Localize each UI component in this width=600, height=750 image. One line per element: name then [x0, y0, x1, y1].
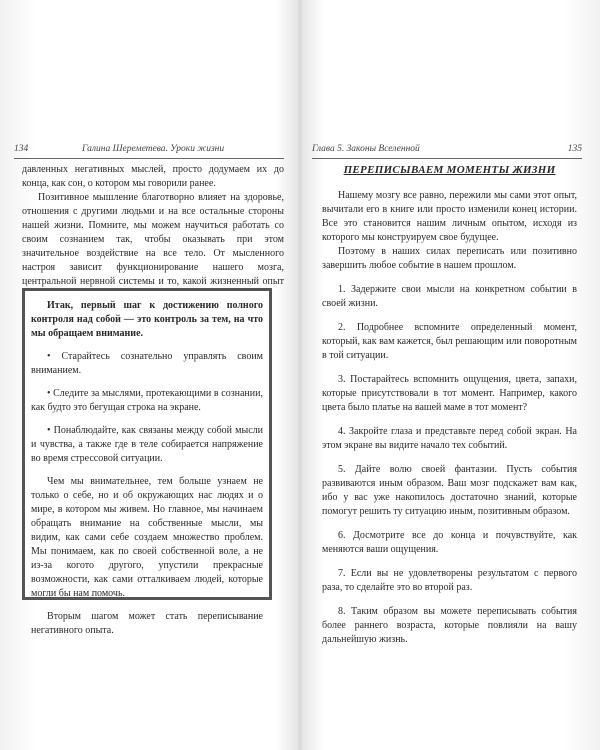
step-item: 5. Дайте волю своей фантазии. Пусть события развиваются иным образом. Ваш мозг подскажет вам как, ибо у вас уже накопилось достаточно знаний, которые помогут решить ту ситуацию иным, позитивным образом.	[322, 464, 577, 517]
box-bullet: • Старайтесь сознательно управлять своим вниманием.	[31, 351, 263, 376]
right-column-text	[322, 163, 577, 657]
step-item: 7. Если вы не удовлетворены результатом с первого раза, то сделайте это во второй раз.	[322, 568, 577, 593]
step-item: 3. Постарайтесь вспомнить ощущения, цвета, запахи, которые присутствовали в тот момент. Например, какого цвета было платье на вашей маме в тот момент?	[322, 374, 577, 413]
box-lead: Итак, первый шаг к достижению полного контроля над собой — это контроль за тем, на что мы обращаем внимание.	[31, 300, 263, 339]
step-item: 1. Задержите свои мысли на конкретном событии в своей жизни.	[322, 284, 577, 309]
right-intro-paragraph: Нашему мозгу все равно, пережили мы сами этот опыт, вычитали его в книге или просто изменили конец истории. Все это становится нашим личным опытом, исходя из которого мы конструируем свое будущее.	[322, 190, 577, 243]
right-intro-paragraph: Поэтому в наших силах переписать или позитивно завершить любое событие в нашем прошлом.	[322, 246, 577, 271]
left-page-number: 134	[14, 144, 29, 154]
step-item: 4. Закройте глаза и представьте перед собой экран. На этом экране вы видите начало тех событий.	[322, 426, 577, 451]
highlight-box	[22, 288, 272, 636]
box-paragraph: Чем мы внимательнее, тем больше узнаем не только о себе, но и об окружающих нас людях и о мире, в котором мы живем. Но главное, мы начинаем обращать внимание на собственные мысли, мы видим, как сами себе создаем множество проблем. Мы понимаем, как по своей собственной воле, а не из-за когото другого, упустили прекрасные возможности, как сами отталкиваем людей, которые могли бы нам помочь.	[31, 476, 263, 599]
left-running-title: Галина Шереметева. Уроки жизни	[82, 144, 225, 154]
step-item: 6. Досмотрите все до конца и почувствуйте, как меняются ваши ощущения.	[322, 530, 577, 555]
step-item: 8. Таким образом вы можете переписывать события более раннего возраста, которые повлияли на вашу дальнейшую жизнь.	[322, 606, 577, 645]
left-running-head	[14, 144, 284, 159]
left-paragraph: Позитивное мышление благотворно влияет на здоровье, отношения с другими людьми и на все остальные стороны нашей жизни. Помните, мы можем научиться работать со своим сознанием так, чтобы оказывать при этом значительное воздействие на все тело. От мысленного настроя зависит функционирование нашего мозга, центральной нервной системы и то, какой жизненный опыт	[22, 192, 284, 287]
right-page-number: 135	[567, 144, 582, 154]
box-paragraph: Вторым шагом может стать переписывание негативного опыта.	[31, 611, 263, 636]
box-bullet: • Понаблюдайте, как связаны между собой мысли и чувства, а также где в теле собирается напряжение во время стрессовой ситуации.	[31, 425, 263, 464]
right-running-title: Глава 5. Законы Вселенной	[312, 144, 420, 154]
left-intro-text	[22, 163, 284, 303]
right-running-head	[312, 144, 582, 159]
box-bullet: • Следите за мыслями, протекающими в сознании, как будто это бегущая строка на экране.	[31, 388, 263, 413]
step-item: 2. Подробнее вспомните определенный момент, который, как вам кажется, был решающим или поворотным в той ситуации.	[322, 322, 577, 361]
left-paragraph: давленных негативных мыслей, просто додумаем их до конца, как сон, о котором мы говорили ранее.	[22, 164, 284, 189]
section-title: ПЕРЕПИСЫВАЕМ МОМЕНТЫ ЖИЗНИ	[343, 164, 556, 176]
